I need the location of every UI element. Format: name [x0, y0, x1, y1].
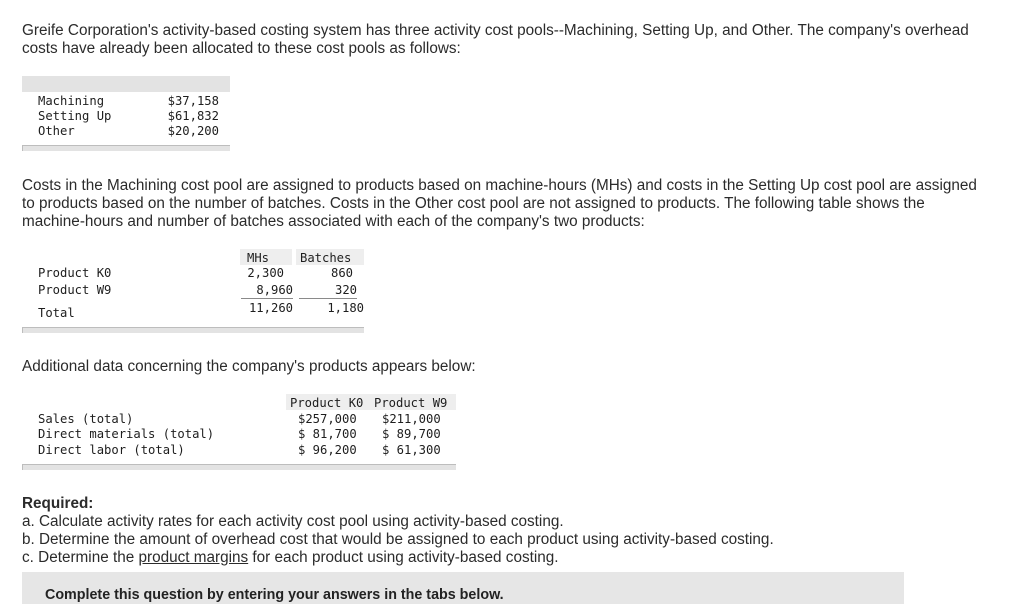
- second-paragraph: Costs in the Machining cost pool are assigned to products based on machine-hours (MHs) and costs in the Setting Up cost pool are assigned to products based on the number of batches. Costs in the Other cost pool are not assigned to products. The following table shows the machine-hours and number of batches associated with each of the company's two products:: [22, 177, 977, 230]
- pool-name-setting-up: Setting Up: [38, 109, 112, 123]
- total-mhs: 11,260: [248, 301, 293, 315]
- row-label-sales: Sales (total): [38, 412, 134, 426]
- instruction-banner-text: Complete this question by entering your answers in the tabs below.: [45, 587, 504, 603]
- w9-mhs: [241, 282, 293, 299]
- k0-sales: $257,000: [298, 412, 357, 426]
- w9-batches-value: 320: [334, 283, 357, 297]
- w9-direct-materials: $ 89,700: [382, 427, 441, 441]
- instruction-banner: [22, 572, 904, 604]
- intro-paragraph: Greife Corporation's activity-based costing system has three activity cost pools--Machining, Setting Up, and Other. The company's overhead costs have already been allocated to these cost pools as follows:: [22, 22, 969, 57]
- pool-amount-machining: $37,158: [167, 94, 219, 108]
- required-item-c-prefix: c. Determine the: [22, 549, 139, 566]
- k0-direct-labor: $ 96,200: [298, 443, 357, 457]
- row-label-w9: Product W9: [38, 283, 112, 297]
- k0-direct-materials: $ 81,700: [298, 427, 357, 441]
- header-product-k0: Product K0: [290, 396, 364, 410]
- pool-amount-setting-up: $61,832: [167, 109, 219, 123]
- pool-name-machining: Machining: [38, 94, 105, 108]
- pool-amount-other: $20,200: [167, 124, 219, 138]
- required-section: [22, 495, 774, 567]
- required-item-b: b. Determine the amount of overhead cost that would be assigned to each product using activity-based costing.: [22, 531, 774, 548]
- total-batches: 1,180: [327, 301, 364, 315]
- table-header-bar: [22, 76, 230, 92]
- product-margins-link[interactable]: product margins: [138, 549, 249, 566]
- third-paragraph: Additional data concerning the company's products appears below:: [22, 358, 476, 375]
- header-batches: Batches: [300, 251, 352, 265]
- row-label-direct-labor: Direct labor (total): [38, 443, 185, 457]
- table-footer-bar: [22, 464, 456, 470]
- w9-sales: $211,000: [382, 412, 441, 426]
- required-title: Required:: [22, 495, 94, 512]
- row-label-direct-materials: Direct materials (total): [38, 427, 215, 441]
- product-table: [22, 394, 456, 472]
- activity-table: [22, 249, 364, 333]
- cost-pool-table: [22, 76, 230, 152]
- k0-batches: 860: [330, 266, 353, 280]
- table-footer-bar: [22, 145, 230, 151]
- k0-mhs: 2,300: [247, 266, 284, 280]
- required-item-a: a. Calculate activity rates for each activity cost pool using activity-based costing.: [22, 513, 564, 530]
- w9-mhs-value: 8,960: [256, 283, 293, 297]
- row-label-k0: Product K0: [38, 266, 112, 280]
- header-product-w9: Product W9: [374, 396, 448, 410]
- table-footer-bar: [22, 327, 364, 333]
- w9-batches: [299, 282, 357, 299]
- pool-name-other: Other: [38, 124, 75, 138]
- w9-direct-labor: $ 61,300: [382, 443, 441, 457]
- required-item-c-suffix: for each product using activity-based costing.: [248, 549, 559, 566]
- row-label-total: Total: [38, 306, 75, 320]
- header-mhs: MHs: [247, 251, 270, 265]
- required-item-c: [22, 549, 774, 567]
